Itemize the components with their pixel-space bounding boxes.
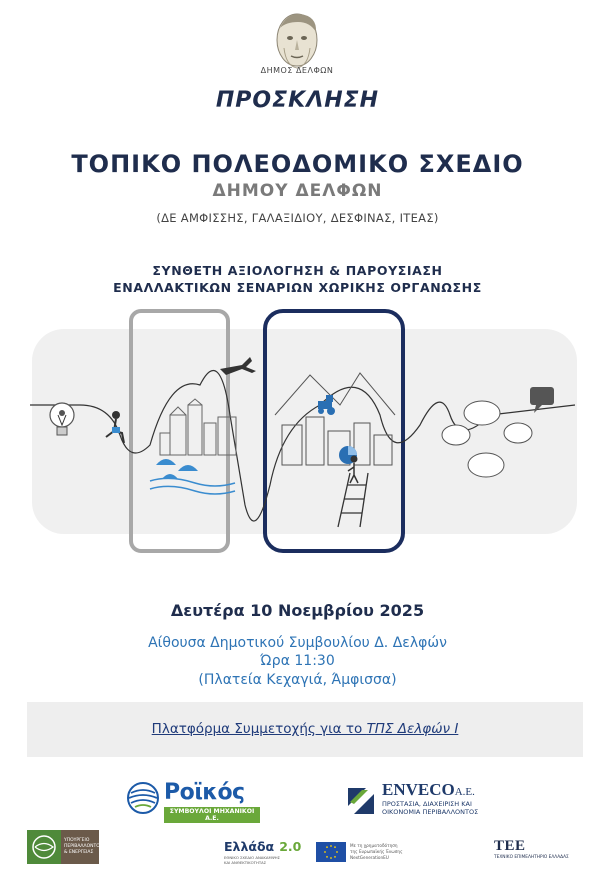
topic-line-1: ΣΥΝΘΕΤΗ ΑΞΙΟΛΟΓΗΣΗ & ΠΑΡΟΥΣΙΑΣΗ — [152, 263, 443, 278]
tee-tagline: ΤΕΧΝΙΚΟ ΕΠΙΜΕΛΗΤΗΡΙΟ ΕΛΛΑΔΑΣ — [494, 855, 569, 860]
tee-logo — [494, 838, 584, 866]
page-title: ΠΡΟΣΚΛΗΣΗ — [215, 88, 380, 113]
greece-sub-1: ΕΘΝΙΚΟ ΣΧΕΔΙΟ ΑΝΑΚΑΜΨΗΣ — [224, 855, 280, 860]
topic-line-2: ΕΝΑΛΛΑΚΤΙΚΩΝ ΣΕΝΑΡΙΩΝ ΧΩΡΙΚΗΣ ΟΡΓΑΝΩΣΗΣ — [113, 280, 482, 295]
enveco-name: ENVECO — [382, 780, 455, 799]
event-date: Δευτέρα 10 Νοεμβρίου 2025 — [170, 601, 425, 620]
ministry-line-3: & ΕΝΕΡΓΕΙΑΣ — [64, 850, 94, 855]
greece-word: Ελλάδα — [224, 839, 275, 854]
event-address: (Πλατεία Κεχαγιά, Άμφισσα) — [198, 672, 397, 688]
plan-title: ΤΟΠΙΚΟ ΠΟΛΕΟΔΟΜΙΚΟ ΣΧΕΔΙΟ — [71, 150, 524, 178]
plan-subtitle: ΔΗΜΟΥ ΔΕΛΦΩΝ — [212, 181, 383, 201]
ministry-logo — [27, 830, 103, 864]
ministry-globe-icon — [27, 830, 61, 864]
enveco-logo — [348, 780, 488, 816]
participation-link[interactable] — [27, 721, 583, 737]
eu-line-1: Με τη χρηματοδότηση — [350, 843, 398, 848]
link-prefix: Πλατφόρμα Συμμετοχής για το — [151, 721, 367, 737]
eu-flag-icon — [316, 842, 346, 862]
roikos-tagline: ΣΥΜΒΟΥΛΟΙ ΜΗΧΑΝΙΚΟΙ Α.Ε. — [164, 807, 260, 823]
greece-sub-2: ΚΑΙ ΑΝΘΕΚΤΙΚΟΤΗΤΑΣ — [224, 860, 267, 865]
roikos-logo — [126, 780, 266, 822]
event-time: Ώρα 11:30 — [260, 653, 335, 669]
ministry-mark — [27, 830, 61, 864]
enveco-mark-icon — [348, 782, 378, 814]
logo-caption: ΔΗΜΟΣ ΔΕΛΦΩΝ — [260, 66, 334, 75]
ministry-line-2: ΠΕΡΙΒΑΛΛΟΝΤΟΣ — [64, 844, 103, 849]
link-italic: ΤΠΣ Δελφών Ι — [366, 721, 459, 737]
tee-name: ΤΕΕ — [494, 838, 526, 854]
plan-areas: (ΔΕ ΑΜΦΙΣΣΗΣ, ΓΑΛΑΞΙΔΙΟΥ, ΔΕΣΦΙΝΑΣ, ΙΤΕΑΣ) — [156, 211, 439, 225]
enveco-suffix: Α.Ε. — [454, 786, 475, 798]
greece-num: 2.0 — [279, 839, 302, 854]
scenario-illustration — [20, 305, 580, 555]
roikos-globe-icon — [126, 781, 160, 815]
event-venue: Αίθουσα Δημοτικού Συμβουλίου Δ. Δελφών — [148, 635, 447, 651]
roikos-name: Ροϊκός — [164, 780, 245, 805]
eu-line-3: NextGenerationEU — [350, 855, 389, 860]
eu-line-2: της Ευρωπαϊκής Ένωσης — [350, 849, 403, 854]
enveco-tagline-2: ΟΙΚΟΝΟΜΙΑ ΠΕΡΙΒΑΛΛΟΝΤΟΣ — [382, 808, 479, 816]
greece-2-logo — [224, 836, 314, 866]
enveco-tagline-1: ΠΡΟΣΤΑΣΙΑ, ΔΙΑΧΕΙΡΙΣΗ ΚΑΙ — [382, 800, 472, 808]
eu-funding-logo — [316, 842, 416, 862]
ministry-line-1: ΥΠΟΥΡΓΕΙΟ — [64, 838, 90, 843]
